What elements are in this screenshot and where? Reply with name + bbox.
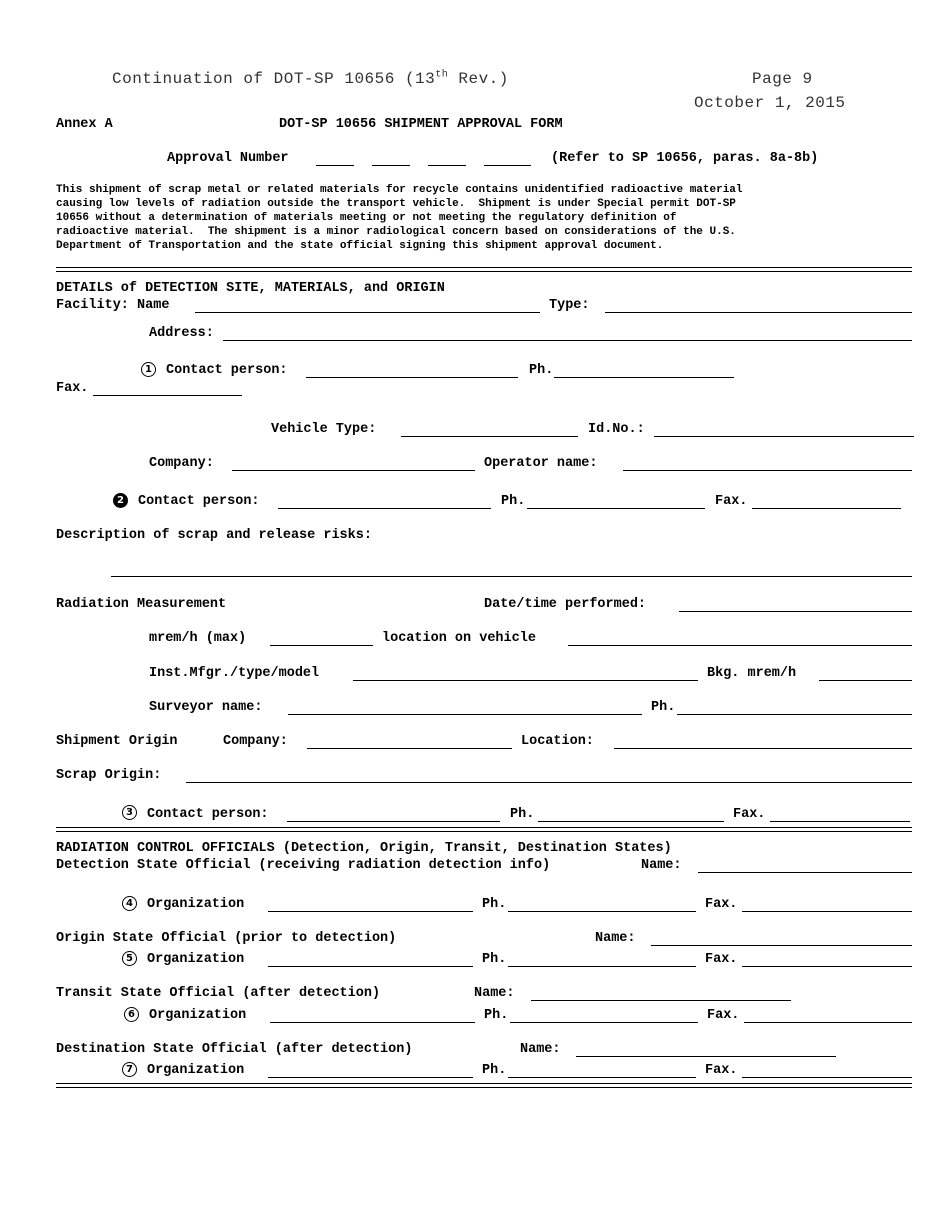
- continuation-header: Continuation of DOT-SP 10656 (13th Rev.): [112, 69, 509, 88]
- contact-person-label: Contact person:: [166, 363, 288, 378]
- origin-fax-field[interactable]: [742, 966, 912, 967]
- page-number: Page 9: [752, 70, 813, 88]
- description-label: Description of scrap and release risks:: [56, 528, 372, 543]
- details-heading: DETAILS of DETECTION SITE, MATERIALS, and ORIGIN: [56, 281, 445, 296]
- company-label: Company:: [223, 734, 288, 749]
- id-no-label: Id.No.:: [588, 422, 645, 437]
- facility-type-field[interactable]: [605, 312, 912, 313]
- marker-6: 6: [124, 1007, 139, 1022]
- fax-3-field[interactable]: [770, 821, 910, 822]
- section-divider: [56, 827, 912, 832]
- annex-label: Annex A: [56, 117, 113, 132]
- fax-label: Fax.: [715, 494, 748, 509]
- fax-label: Fax.: [707, 1008, 740, 1023]
- shipment-origin-label: Shipment Origin: [56, 734, 178, 749]
- name-label: Name:: [641, 858, 682, 873]
- approval-field-3[interactable]: [428, 165, 466, 166]
- surveyor-phone-field[interactable]: [677, 714, 912, 715]
- facility-name-label: Facility: Name: [56, 298, 170, 313]
- address-label: Address:: [149, 326, 214, 341]
- fax-label: Fax.: [705, 952, 738, 967]
- approval-field-1[interactable]: [316, 165, 354, 166]
- phone-label: Ph.: [510, 807, 535, 822]
- name-label: Name:: [520, 1042, 561, 1057]
- surveyor-name-field[interactable]: [288, 714, 642, 715]
- transit-official-name-field[interactable]: [531, 1000, 791, 1001]
- intro-line: radioactive material. The shipment is a minor radiological concern based on considerations of the U.S.: [56, 226, 736, 238]
- operator-name-field[interactable]: [623, 470, 912, 471]
- operator-name-label: Operator name:: [484, 456, 598, 471]
- name-label: Name:: [474, 986, 515, 1001]
- detection-official-name-field[interactable]: [698, 872, 912, 873]
- marker-5: 5: [122, 951, 137, 966]
- contact-person-2-field[interactable]: [278, 508, 491, 509]
- transit-official-label: Transit State Official (after detection): [56, 986, 381, 1001]
- organization-label: Organization: [147, 952, 245, 967]
- origin-organization-field[interactable]: [268, 966, 473, 967]
- phone-label: Ph.: [501, 494, 526, 509]
- organization-label: Organization: [147, 1063, 245, 1078]
- contact-person-label: Contact person:: [147, 807, 269, 822]
- fax-label: Fax.: [705, 897, 738, 912]
- marker-4: 4: [122, 896, 137, 911]
- phone-label: Ph.: [482, 952, 507, 967]
- revision-date: October 1, 2015: [694, 94, 846, 112]
- origin-company-field[interactable]: [307, 748, 512, 749]
- destination-official-name-field[interactable]: [576, 1056, 836, 1057]
- fax-label: Fax.: [705, 1063, 738, 1078]
- origin-location-field[interactable]: [614, 748, 912, 749]
- instrument-label: Inst.Mfgr./type/model: [149, 666, 320, 681]
- contact-person-label: Contact person:: [138, 494, 260, 509]
- phone-2-field[interactable]: [527, 508, 705, 509]
- approval-field-4[interactable]: [484, 165, 531, 166]
- marker-1: 1: [141, 362, 156, 377]
- detection-official-label: Detection State Official (receiving radiation detection info): [56, 858, 551, 873]
- fax-label: Fax.: [733, 807, 766, 822]
- section-divider: [56, 1083, 912, 1088]
- intro-line: Department of Transportation and the state official signing this shipment approval document.: [56, 240, 664, 252]
- fax-1-field[interactable]: [93, 395, 242, 396]
- vehicle-type-label: Vehicle Type:: [271, 422, 377, 437]
- facility-type-label: Type:: [549, 298, 590, 313]
- officials-heading: RADIATION CONTROL OFFICIALS (Detection, Origin, Transit, Destination States): [56, 841, 672, 856]
- organization-label: Organization: [147, 897, 245, 912]
- phone-label: Ph.: [651, 700, 676, 715]
- origin-phone-field[interactable]: [508, 966, 696, 967]
- transit-fax-field[interactable]: [744, 1022, 912, 1023]
- phone-3-field[interactable]: [538, 821, 724, 822]
- contact-person-1-field[interactable]: [306, 377, 518, 378]
- approval-number-label: Approval Number: [167, 151, 289, 166]
- transit-organization-field[interactable]: [270, 1022, 475, 1023]
- approval-field-2[interactable]: [372, 165, 410, 166]
- date-time-label: Date/time performed:: [484, 597, 647, 612]
- phone-label: Ph.: [482, 897, 507, 912]
- origin-official-name-field[interactable]: [651, 945, 912, 946]
- intro-line: causing low levels of radiation outside the transport vehicle. Shipment is under Special permit DOT-SP: [56, 198, 736, 210]
- phone-1-field[interactable]: [554, 377, 734, 378]
- marker-3: 3: [122, 805, 137, 820]
- radiation-measurement-label: Radiation Measurement: [56, 597, 227, 612]
- address-field[interactable]: [223, 340, 912, 341]
- location-on-vehicle-field[interactable]: [568, 645, 912, 646]
- organization-label: Organization: [149, 1008, 247, 1023]
- background-field[interactable]: [819, 680, 912, 681]
- vehicle-company-field[interactable]: [232, 470, 475, 471]
- scrap-origin-label: Scrap Origin:: [56, 768, 162, 783]
- phone-label: Ph.: [529, 363, 554, 378]
- background-label: Bkg. mrem/h: [707, 666, 797, 681]
- detection-fax-field[interactable]: [742, 911, 912, 912]
- mrem-max-field[interactable]: [270, 645, 373, 646]
- origin-official-label: Origin State Official (prior to detection): [56, 931, 397, 946]
- company-label: Company:: [149, 456, 214, 471]
- destination-fax-field[interactable]: [742, 1077, 912, 1078]
- vehicle-type-field[interactable]: [401, 436, 578, 437]
- intro-line: This shipment of scrap metal or related materials for recycle contains unidentified radioactive material: [56, 184, 743, 196]
- name-label: Name:: [595, 931, 636, 946]
- mrem-max-label: mrem/h (max): [149, 631, 247, 646]
- location-on-vehicle-label: location on vehicle: [382, 631, 536, 646]
- fax-label: Fax.: [56, 381, 89, 396]
- id-no-field[interactable]: [654, 436, 914, 437]
- detection-phone-field[interactable]: [508, 911, 696, 912]
- destination-organization-field[interactable]: [268, 1077, 473, 1078]
- fax-2-field[interactable]: [752, 508, 901, 509]
- transit-phone-field[interactable]: [510, 1022, 698, 1023]
- detection-organization-field[interactable]: [268, 911, 473, 912]
- description-field[interactable]: [111, 576, 912, 577]
- facility-name-field[interactable]: [195, 312, 540, 313]
- phone-label: Ph.: [482, 1063, 507, 1078]
- section-divider: [56, 267, 912, 272]
- instrument-field[interactable]: [353, 680, 698, 681]
- intro-line: 10656 without a determination of materials meeting or not meeting the regulatory definition of: [56, 212, 677, 224]
- contact-person-3-field[interactable]: [287, 821, 500, 822]
- phone-label: Ph.: [484, 1008, 509, 1023]
- form-title: DOT-SP 10656 SHIPMENT APPROVAL FORM: [279, 117, 563, 132]
- marker-2: 2: [113, 493, 128, 508]
- approval-reference: (Refer to SP 10656, paras. 8a-8b): [551, 151, 819, 166]
- marker-7: 7: [122, 1062, 137, 1077]
- scrap-origin-field[interactable]: [186, 782, 912, 783]
- date-time-field[interactable]: [679, 611, 912, 612]
- surveyor-name-label: Surveyor name:: [149, 700, 263, 715]
- destination-phone-field[interactable]: [508, 1077, 696, 1078]
- location-label: Location:: [521, 734, 594, 749]
- destination-official-label: Destination State Official (after detection): [56, 1042, 413, 1057]
